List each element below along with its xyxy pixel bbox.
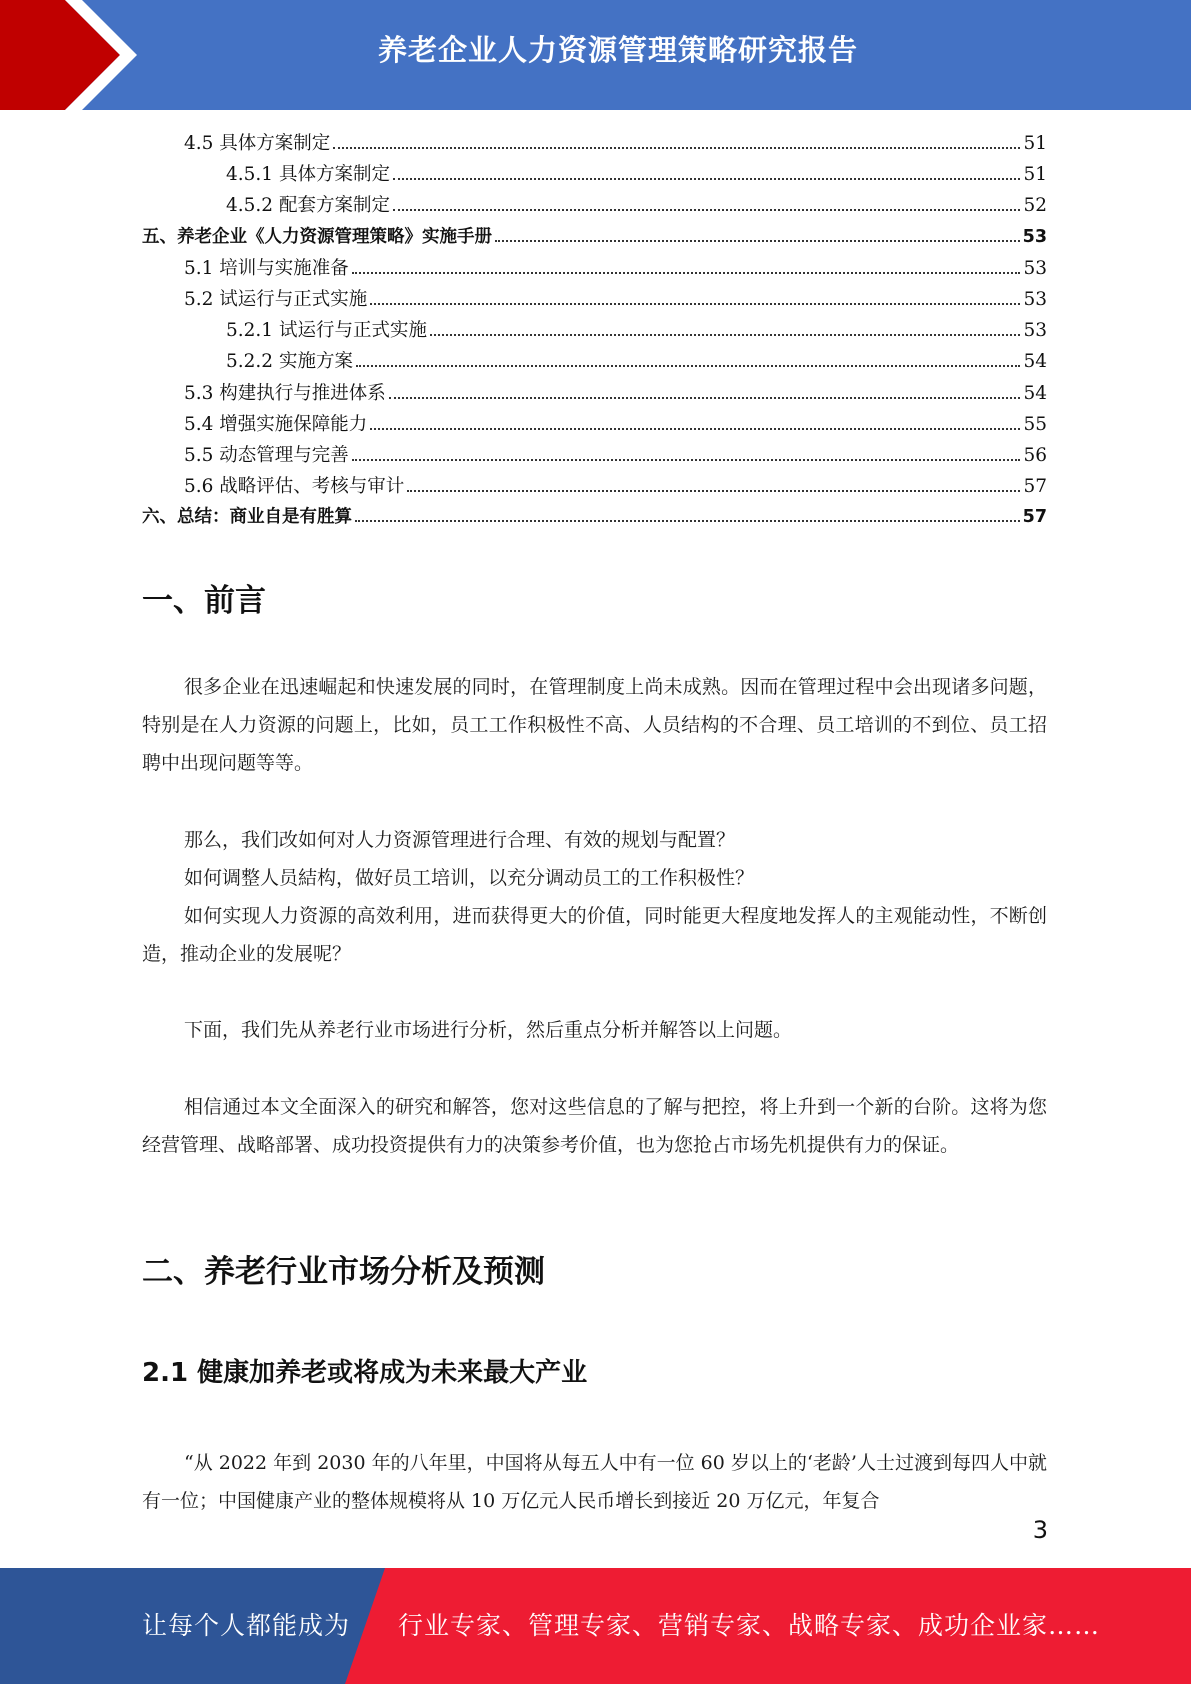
body-paragraph: “从 2022 年到 2030 年的八年里，中国将从每五人中有一位 60 岁以上的‘老龄’人士过渡到每四人中就有一位；中国健康产业的整体规模将从 10 万亿元人民币增长到接近 20 万亿元，年复合	[142, 1452, 1047, 1512]
subsection-heading: 2.1 健康加养老或将成为未来最大产业	[142, 1358, 588, 1388]
toc-dot-leader	[333, 147, 1020, 149]
toc-entry-label: 4.5.2 配套方案制定	[226, 195, 390, 217]
toc-dot-leader	[355, 520, 1020, 522]
toc-entry-label: 5.2.1 试运行与正式实施	[226, 320, 427, 342]
toc-entry-page: 51	[1023, 133, 1047, 154]
toc-entry[interactable]	[142, 440, 1047, 471]
toc-dot-leader	[407, 490, 1020, 492]
toc-entry[interactable]	[142, 128, 1047, 159]
document-title: 养老企业人力资源管理策略研究报告	[377, 33, 858, 67]
body-paragraph: 下面，我们先从养老行业市场进行分析，然后重点分析并解答以上问题。	[184, 1019, 793, 1041]
toc-entry-label: 4.5.1 具体方案制定	[226, 164, 390, 186]
toc-entry[interactable]	[142, 502, 1047, 533]
toc-entry-page: 56	[1023, 444, 1047, 466]
toc-entry[interactable]	[142, 471, 1047, 502]
toc-dot-leader	[393, 178, 1020, 180]
toc-dot-leader	[370, 303, 1020, 305]
body-paragraph: 很多企业在迅速崛起和快速发展的同时，在管理制度上尚未成熟。因而在管理过程中会出现诸多问题，特别是在人力资源的问题上，比如，员工工作积极性不高、人员结构的不合理、员工培训的不到位、员工招聘中出现问题等等。	[142, 676, 1047, 774]
toc-entry-page: 53	[1023, 288, 1047, 310]
toc-dot-leader	[352, 272, 1021, 274]
body-paragraph: 相信通过本文全面深入的研究和解答，您对这些信息的了解与把控，将上升到一个新的台阶。这将为您经营管理、战略部署、成功投资提供有力的决策参考价值，也为您抢占市场先机提供有力的保证。	[142, 1096, 1047, 1156]
toc-entry[interactable]	[142, 346, 1047, 377]
toc-entry[interactable]	[142, 409, 1047, 440]
toc-entry[interactable]	[142, 315, 1047, 346]
toc-entry-page: 53	[1023, 257, 1047, 279]
toc-dot-leader	[389, 397, 1021, 399]
page-header	[0, 0, 1191, 110]
page-number: 3	[1032, 1516, 1048, 1544]
body-paragraph: 那么，我们改如何对人力资源管理进行合理、有效的规划与配置？	[184, 829, 736, 851]
footer-slogan-right: 行业专家、管理专家、营销专家、战略专家、成功企业家……	[398, 1611, 1101, 1640]
body-paragraph: 如何调整人员結构，做好员工培训，以充分调动员工的工作积极性？	[184, 867, 755, 889]
section-heading-market-analysis: 二、养老行业市场分析及预测	[142, 1254, 545, 1290]
toc-entry-label: 5.2.2 实施方案	[226, 351, 353, 373]
toc-entry-label: 5.1 培训与实施准备	[184, 257, 349, 279]
toc-entry[interactable]	[142, 284, 1047, 315]
toc-entry[interactable]	[142, 378, 1047, 409]
table-of-contents	[142, 128, 1047, 533]
toc-entry-label: 六、总结：商业自是有胜算	[142, 507, 352, 528]
toc-entry-label: 五、养老企业《人力资源管理策略》实施手册	[142, 226, 492, 247]
toc-entry-label: 5.6 战略评估、考核与审计	[184, 476, 405, 498]
toc-entry[interactable]	[142, 159, 1047, 190]
toc-dot-leader	[370, 428, 1020, 430]
toc-entry-page: 53	[1022, 226, 1047, 247]
toc-dot-leader	[352, 459, 1021, 461]
body-paragraph: 如何实现人力资源的高效利用，进而获得更大的价值，同时能更大程度地发挥人的主观能动性，不断创造，推动企业的发展呢？	[142, 905, 1047, 965]
toc-entry-label: 5.2 试运行与正式实施	[184, 288, 368, 310]
toc-entry[interactable]	[142, 222, 1047, 253]
toc-entry-page: 53	[1023, 320, 1047, 342]
section-heading-preface: 一、前言	[142, 583, 266, 619]
toc-dot-leader	[430, 334, 1020, 336]
footer-slogan-left: 让每个人都能成为	[142, 1611, 351, 1640]
toc-entry-page: 57	[1022, 507, 1047, 528]
toc-entry[interactable]	[142, 190, 1047, 221]
toc-entry-page: 57	[1023, 476, 1047, 498]
toc-entry-label: 5.4 增强实施保障能力	[184, 413, 368, 435]
toc-entry-label: 5.5 动态管理与完善	[184, 444, 349, 466]
toc-entry[interactable]	[142, 253, 1047, 284]
toc-entry-page: 51	[1023, 164, 1047, 186]
toc-dot-leader	[495, 240, 1020, 242]
toc-entry-label: 5.3 构建执行与推进体系	[184, 382, 386, 404]
toc-entry-label: 4.5 具体方案制定	[184, 133, 331, 154]
toc-dot-leader	[356, 365, 1021, 367]
toc-dot-leader	[393, 209, 1020, 211]
toc-entry-page: 52	[1023, 195, 1047, 217]
page-footer	[0, 1568, 1191, 1684]
toc-entry-page: 54	[1023, 351, 1047, 373]
toc-entry-page: 55	[1023, 413, 1047, 435]
toc-entry-page: 54	[1023, 382, 1047, 404]
